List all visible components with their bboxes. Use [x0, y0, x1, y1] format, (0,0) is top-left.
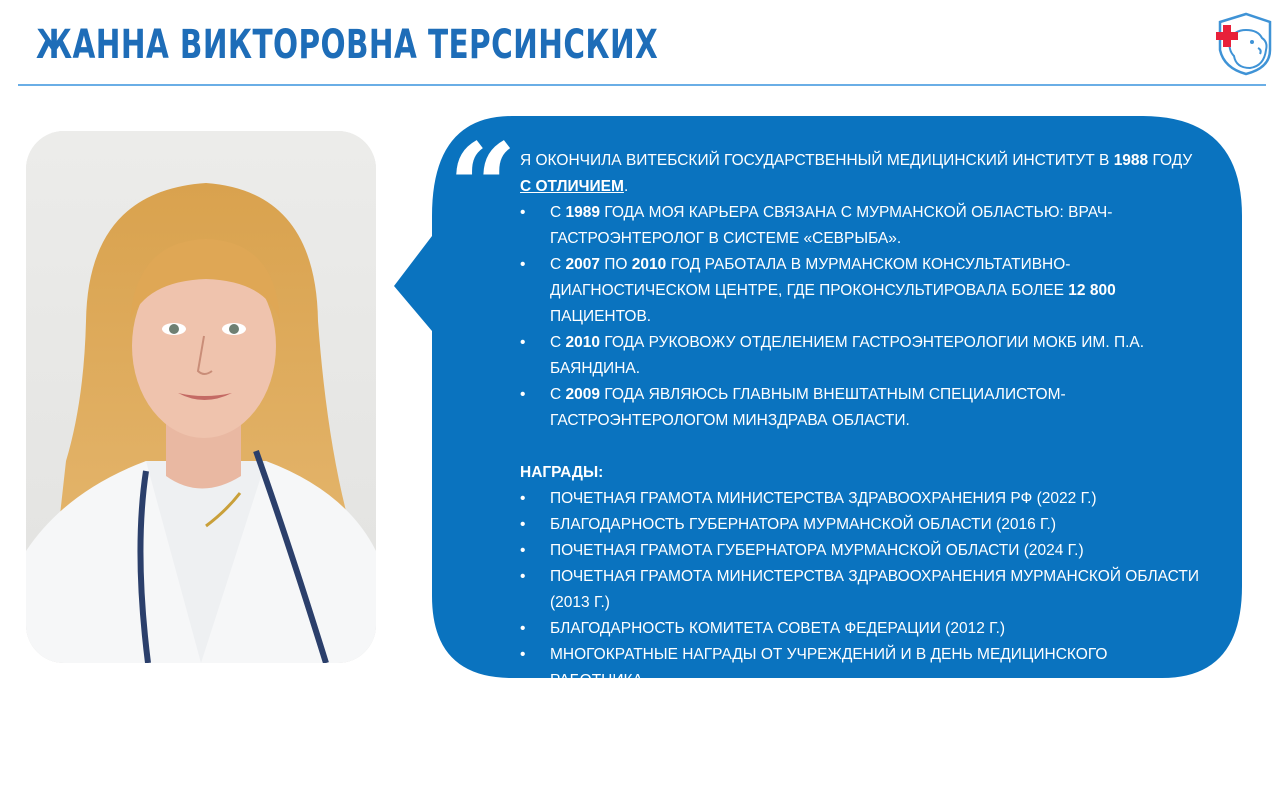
intro-text-2: ГОДУ: [1148, 152, 1193, 169]
page-title: ЖАННА ВИКТОРОВНА ТЕРСИНСКИХ: [36, 22, 659, 68]
awards-list: [520, 486, 1200, 720]
intro-paragraph: [520, 148, 1200, 200]
career-item: • С 2009 ГОДА ЯВЛЯЮСЬ ГЛАВНЫМ ВНЕШТАТНЫМ СПЕЦИАЛИСТОМ-ГАСТРОЭНТЕРОЛОГОМ МИНЗДРАВА ОБЛАСТИ.: [520, 382, 1200, 434]
portrait-illustration: [26, 131, 376, 663]
honor-label: С ОТЛИЧИЕМ: [520, 178, 624, 195]
quote-mark-icon: “: [448, 117, 518, 258]
award-item: • ПОЧЕТНАЯ ГРАМОТА МИНИСТЕРСТВА ЗДРАВООХРАНЕНИЯ РФ (2022 Г.): [520, 486, 1200, 512]
award-item: • БЛАГОДАРНОСТЬ ГУБЕРНАТОРА МУРМАНСКОЙ ОБЛАСТИ (2016 Г.): [520, 512, 1200, 538]
experience-paragraph: МОЙ СТАЖ ПО СПЕЦИАЛЬНОСТИ — 35 ЛЕТ, ОБЩИЙ СТАЖ В ЗДРАВООХРАНЕНИИ РЕГИОНА — 36 ЛЕТ.: [520, 750, 1145, 793]
award-item: • БЛАГОДАРНОСТЬ КОМИТЕТА СОВЕТА ФЕДЕРАЦИИ (2012 Г.): [520, 616, 1200, 642]
award-item: • МНОГОКРАТНЫЕ НАГРАДЫ ОТ УЧРЕЖДЕНИЙ И В ДЕНЬ МЕДИЦИНСКОГО РАБОТНИКА.: [520, 642, 1200, 694]
doctor-portrait-photo: [26, 131, 376, 663]
intro-period: .: [623, 178, 629, 195]
career-list: [520, 200, 1200, 434]
intro-text: Я ОКОНЧИЛА ВИТЕБСКИЙ ГОСУДАРСТВЕННЫЙ МЕДИЦИНСКИЙ ИНСТИТУТ В: [520, 152, 1114, 169]
bio-content: [520, 148, 1200, 798]
career-item: • С 2010 ГОДА РУКОВОЖУ ОТДЕЛЕНИЕМ ГАСТРОЭНТЕРОЛОГИИ МОКБ ИМ. П.А. БАЯНДИНА.: [520, 330, 1200, 382]
awards-heading: НАГРАДЫ:: [520, 464, 604, 481]
header-divider: [18, 84, 1266, 86]
graduation-year: 1988: [1113, 152, 1149, 169]
award-item: • ПОЧЕТНАЯ ГРАМОТА ГУБЕРНАТОРА МУРМАНСКОЙ ОБЛАСТИ (2024 Г.): [520, 538, 1200, 564]
polar-bear-medical-logo: [1206, 10, 1274, 76]
career-item: • С 2007 ПО 2010 ГОД РАБОТАЛА В МУРМАНСКОМ КОНСУЛЬТАТИВНО-ДИАГНОСТИЧЕСКОМ ЦЕНТРЕ, ГДЕ ПРОКОНСУЛЬТИРОВАЛА БОЛЕЕ 12 800 ПАЦИЕНТОВ.: [520, 252, 1200, 330]
award-item: • ПОЧЕТНАЯ ГРАМОТА МИНИСТЕРСТВА ЗДРАВООХРАНЕНИЯ МУРМАНСКОЙ ОБЛАСТИ (2013 Г.): [520, 564, 1200, 616]
award-item: • МЕДАЛЬ Н.И. ПИРОГОВА (2008 Г.): [520, 694, 1200, 720]
career-item: • С 1989 ГОДА МОЯ КАРЬЕРА СВЯЗАНА С МУРМАНСКОЙ ОБЛАСТЬЮ: ВРАЧ-ГАСТРОЭНТЕРОЛОГ В СИСТЕМЕ «СЕВРЫБА».: [520, 200, 1200, 252]
